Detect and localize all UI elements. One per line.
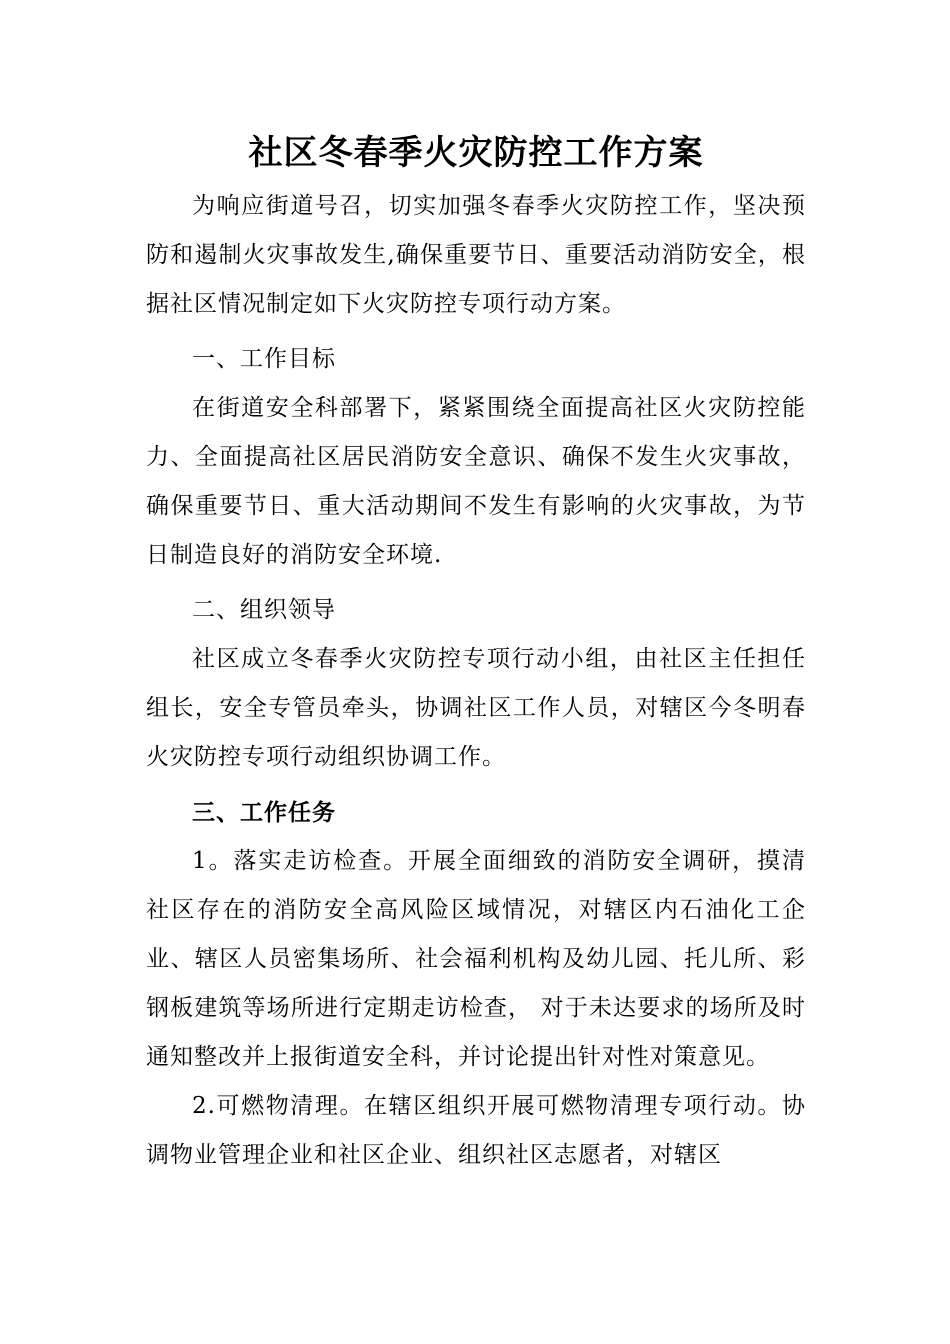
section-body-goals: 在街道安全科部署下，紧紧围绕全面提高社区火灾防控能力、全面提高社区居民消防安全意识、确保不发生火灾事故，确保重要节日、重大活动期间不发生有影响的火灾事故，为节日制造良好的消防安全环境. (146, 395, 806, 568)
section-heading-leadership: 二、组织领导 (192, 597, 336, 623)
document-title: 社区冬春季火灾防控工作方案 (248, 133, 704, 173)
section-heading-goals: 一、工作目标 (192, 346, 336, 372)
intro-paragraph: 为响应街道号召，切实加强冬春季火灾防控工作，坚决预防和遏制火灾事故发生,确保重要节日、重要活动消防安全，根据社区情况制定如下火灾防控专项行动方案。 (146, 193, 806, 317)
document-page (146, 124, 806, 1180)
section-body-leadership: 社区成立冬春季火灾防控专项行动小组，由社区主任担任组长，安全专管员牵头，协调社区工作人员，对辖区今冬明春火灾防控专项行动组织协调工作。 (146, 646, 806, 770)
section-heading-tasks: 三、工作任务 (192, 799, 336, 826)
task-item-1: 1。落实走访检查。开展全面细致的消防安全调研，摸清社区存在的消防安全高风险区域情况，对辖区内石油化工企业、辖区人员密集场所、社会福利机构及幼儿园、托儿所、彩钢板建筑等场所进行定期走访检查， 对于未达要求的场所及时通知整改并上报街道安全科，并讨论提出针对性对策意见。 (146, 848, 806, 1070)
task-item-2: 2.可燃物清理。在辖区组织开展可燃物清理专项行动。协调物业管理企业和社区企业、组织社区志愿者，对辖区 (146, 1093, 806, 1168)
